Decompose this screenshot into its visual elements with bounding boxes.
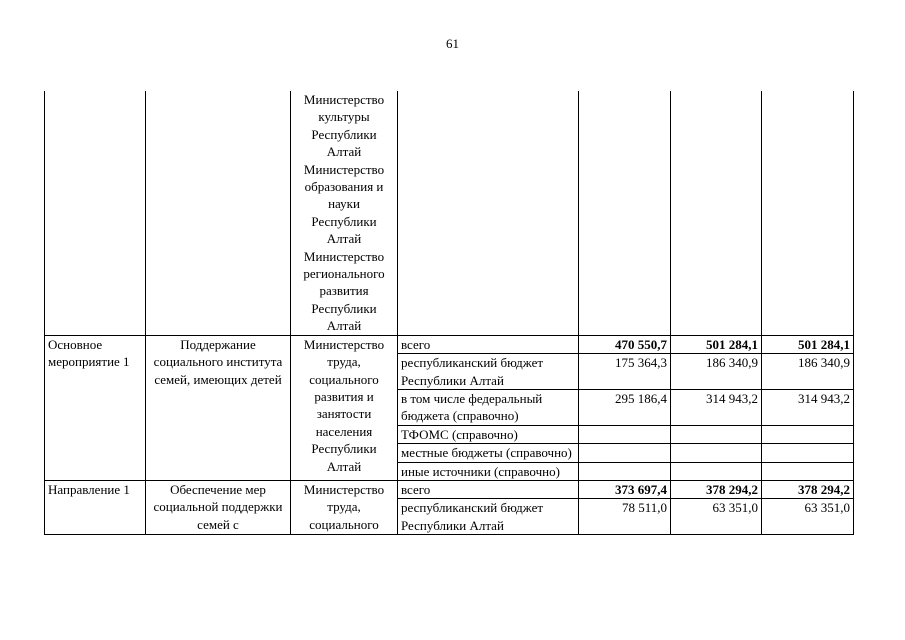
value-cell: 373 697,4 <box>579 480 671 498</box>
direction-row-total <box>45 480 854 498</box>
value-cell: 78 511,0 <box>579 499 671 535</box>
value-cell: 378 294,2 <box>762 480 854 498</box>
source-label: республиканский бюджет Республики Алтай <box>398 354 579 390</box>
source-label: иные источники (справочно) <box>398 462 579 480</box>
value-cell: 186 340,9 <box>762 354 854 390</box>
value-cell: 186 340,9 <box>671 354 762 390</box>
source-label: ТФОМС (справочно) <box>398 425 579 443</box>
value-cell: 378 294,2 <box>671 480 762 498</box>
value-cell: 501 284,1 <box>671 335 762 353</box>
value-cell <box>671 462 762 480</box>
value-cell <box>762 462 854 480</box>
value-cell <box>762 425 854 443</box>
value-cell: 314 943,2 <box>671 389 762 425</box>
direction-executor: Министерство труда, социального <box>291 480 398 534</box>
page-number: 61 <box>446 36 459 51</box>
value-cell <box>671 444 762 462</box>
budget-table <box>44 91 854 535</box>
direction-name: Направление 1 <box>45 480 146 534</box>
value-cell <box>671 425 762 443</box>
source-label: всего <box>398 480 579 498</box>
source-label: в том числе федеральный бюджета (справочно) <box>398 389 579 425</box>
cont-v1-cell <box>579 91 671 335</box>
source-label: всего <box>398 335 579 353</box>
value-cell: 501 284,1 <box>762 335 854 353</box>
value-cell <box>579 462 671 480</box>
source-label: местные бюджеты (справочно) <box>398 444 579 462</box>
value-cell: 314 943,2 <box>762 389 854 425</box>
main-event-name: Основное мероприятие 1 <box>45 335 146 480</box>
value-cell <box>579 444 671 462</box>
value-cell <box>579 425 671 443</box>
value-cell: 63 351,0 <box>762 499 854 535</box>
main-event-executor: Министерство труда, социального развития и занятости населения Республики Алтай <box>291 335 398 480</box>
main-event-row-total <box>45 335 854 353</box>
continuation-row <box>45 91 854 335</box>
value-cell: 63 351,0 <box>671 499 762 535</box>
main-event-title: Поддержание социального института семей, имеющих детей <box>146 335 291 480</box>
cont-v3-cell <box>762 91 854 335</box>
cont-title-cell <box>146 91 291 335</box>
cont-executors-cell: Министерство культуры Республики Алтай Министерство образования и науки Республики Алтай Министерство регионального развития Республики Алтай <box>291 91 398 335</box>
source-label: республиканский бюджет Республики Алтай <box>398 499 579 535</box>
direction-title: Обеспечение мер социальной поддержки семей с <box>146 480 291 534</box>
value-cell: 175 364,3 <box>579 354 671 390</box>
value-cell: 470 550,7 <box>579 335 671 353</box>
cont-source-cell <box>398 91 579 335</box>
cont-name-cell <box>45 91 146 335</box>
value-cell <box>762 444 854 462</box>
value-cell: 295 186,4 <box>579 389 671 425</box>
cont-v2-cell <box>671 91 762 335</box>
